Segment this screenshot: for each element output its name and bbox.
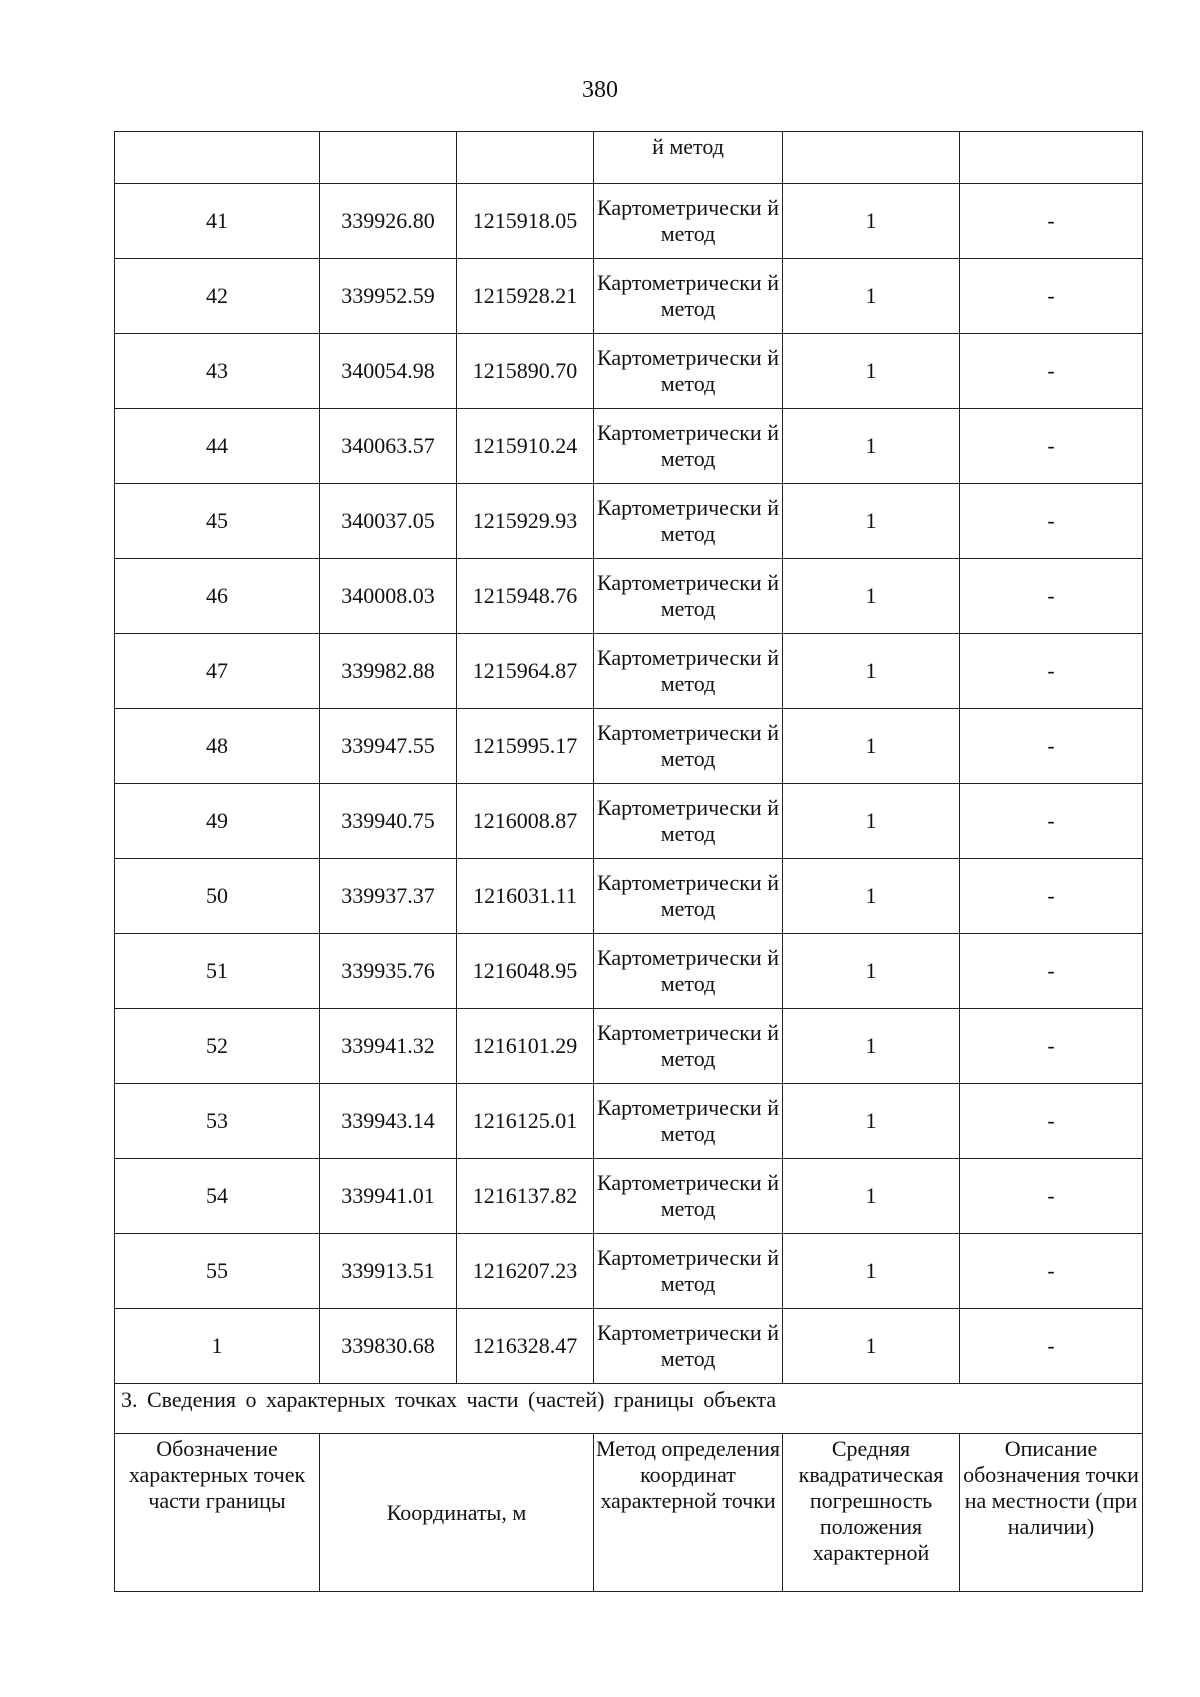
cell-point: 55 [115,1234,320,1309]
cell-point: 46 [115,559,320,634]
cell-y: 1216008.87 [457,784,594,859]
cell-method: Картометрически й метод [594,859,783,934]
cell-description: - [960,334,1143,409]
cell-point: 54 [115,1159,320,1234]
cell-method: Картометрически й метод [594,484,783,559]
cell-description: - [960,1159,1143,1234]
table-row [115,1309,1143,1384]
section-header-row [115,1434,1143,1592]
cell-point: 53 [115,1084,320,1159]
cell-description: - [960,784,1143,859]
cell-method: Картометрически й метод [594,334,783,409]
cell-y: 1215964.87 [457,634,594,709]
cell-description: - [960,1084,1143,1159]
cell-point: 42 [115,259,320,334]
cell-method: Картометрически й метод [594,1309,783,1384]
table-row [115,409,1143,484]
cell-y: 1215948.76 [457,559,594,634]
cell-method: Картометрически й метод [594,634,783,709]
cell-point: 41 [115,184,320,259]
cell-x [320,132,457,184]
section3-body [115,1384,1143,1592]
cell-x: 340063.57 [320,409,457,484]
table-row [115,634,1143,709]
cell-x: 340008.03 [320,559,457,634]
cell-x: 339941.01 [320,1159,457,1234]
cell-method: Картометрически й метод [594,1009,783,1084]
cell-point: 48 [115,709,320,784]
cell-y: 1216048.95 [457,934,594,1009]
cell-y [457,132,594,184]
cell-x: 339941.32 [320,1009,457,1084]
cell-point: 50 [115,859,320,934]
cell-point [115,132,320,184]
cell-x: 339935.76 [320,934,457,1009]
cell-accuracy: 1 [783,934,960,1009]
cell-accuracy: 1 [783,709,960,784]
cell-description: - [960,559,1143,634]
cell-y: 1216137.82 [457,1159,594,1234]
page-number: 380 [582,77,618,103]
cell-y: 1215890.70 [457,334,594,409]
cell-point: 47 [115,634,320,709]
cell-point: 43 [115,334,320,409]
cell-method: Картометрически й метод [594,934,783,1009]
table-row [115,184,1143,259]
cell-method: Картометрически й метод [594,1234,783,1309]
cell-x: 339940.75 [320,784,457,859]
cell-accuracy [783,132,960,184]
continuation-row [115,132,1143,184]
header-method: Метод определения координат характерной точки [594,1434,783,1592]
cell-x: 340037.05 [320,484,457,559]
cell-point: 45 [115,484,320,559]
cell-x: 339913.51 [320,1234,457,1309]
cell-description: - [960,1234,1143,1309]
cell-accuracy: 1 [783,334,960,409]
section-title: 3. Сведения о характерных точках части (частей) границы объекта [115,1384,1143,1434]
table-row [115,859,1143,934]
cell-x: 339937.37 [320,859,457,934]
table-row [115,1234,1143,1309]
cell-x: 339943.14 [320,1084,457,1159]
header-point: Обозначение характерных точек части границы [115,1434,320,1592]
cell-x: 339982.88 [320,634,457,709]
cell-y: 1216328.47 [457,1309,594,1384]
cell-description: - [960,484,1143,559]
cell-accuracy: 1 [783,1159,960,1234]
header-coordinates: Координаты, м [320,1434,594,1592]
table-row [115,709,1143,784]
cell-accuracy: 1 [783,1009,960,1084]
section-title-row [115,1384,1143,1434]
cell-accuracy: 1 [783,784,960,859]
cell-method: Картометрически й метод [594,409,783,484]
table-row [115,1159,1143,1234]
cell-description: - [960,709,1143,784]
table-row [115,334,1143,409]
table-row [115,784,1143,859]
table-row [115,1084,1143,1159]
cell-description: - [960,634,1143,709]
cell-x: 340054.98 [320,334,457,409]
cell-description: - [960,184,1143,259]
cell-accuracy: 1 [783,1234,960,1309]
cell-accuracy: 1 [783,859,960,934]
cell-point: 1 [115,1309,320,1384]
coordinates-table [114,131,1143,1592]
cell-x: 339830.68 [320,1309,457,1384]
cell-y: 1215910.24 [457,409,594,484]
cell-y: 1216101.29 [457,1009,594,1084]
cell-method: Картометрически й метод [594,1084,783,1159]
table-row [115,559,1143,634]
cell-x: 339926.80 [320,184,457,259]
cell-point: 51 [115,934,320,1009]
table-body [115,132,1143,1384]
cell-description: - [960,1009,1143,1084]
cell-y: 1216031.11 [457,859,594,934]
cell-accuracy: 1 [783,559,960,634]
cell-accuracy: 1 [783,409,960,484]
cell-y: 1215918.05 [457,184,594,259]
cell-method: Картометрически й метод [594,184,783,259]
table-row [115,259,1143,334]
cell-accuracy: 1 [783,1309,960,1384]
cell-accuracy: 1 [783,184,960,259]
table-row [115,484,1143,559]
header-accuracy: Средняя квадратическая погрешность положения характерной [783,1434,960,1592]
cell-description: - [960,1309,1143,1384]
cell-description: - [960,409,1143,484]
cell-y: 1216125.01 [457,1084,594,1159]
cell-method: Картометрически й метод [594,259,783,334]
cell-description: - [960,859,1143,934]
cell-accuracy: 1 [783,484,960,559]
cell-method: Картометрически й метод [594,709,783,784]
table-row [115,1009,1143,1084]
cell-x: 339947.55 [320,709,457,784]
cell-point: 52 [115,1009,320,1084]
header-description: Описание обозначения точки на местности (при наличии) [960,1434,1143,1592]
cell-description: - [960,259,1143,334]
table-row [115,934,1143,1009]
cell-y: 1215929.93 [457,484,594,559]
cell-method: й метод [594,132,783,184]
cell-accuracy: 1 [783,1084,960,1159]
cell-point: 49 [115,784,320,859]
cell-y: 1216207.23 [457,1234,594,1309]
cell-description: - [960,934,1143,1009]
cell-description [960,132,1143,184]
cell-method: Картометрически й метод [594,784,783,859]
cell-method: Картометрически й метод [594,1159,783,1234]
cell-y: 1215995.17 [457,709,594,784]
cell-y: 1215928.21 [457,259,594,334]
cell-method: Картометрически й метод [594,559,783,634]
cell-x: 339952.59 [320,259,457,334]
cell-accuracy: 1 [783,634,960,709]
cell-point: 44 [115,409,320,484]
cell-accuracy: 1 [783,259,960,334]
